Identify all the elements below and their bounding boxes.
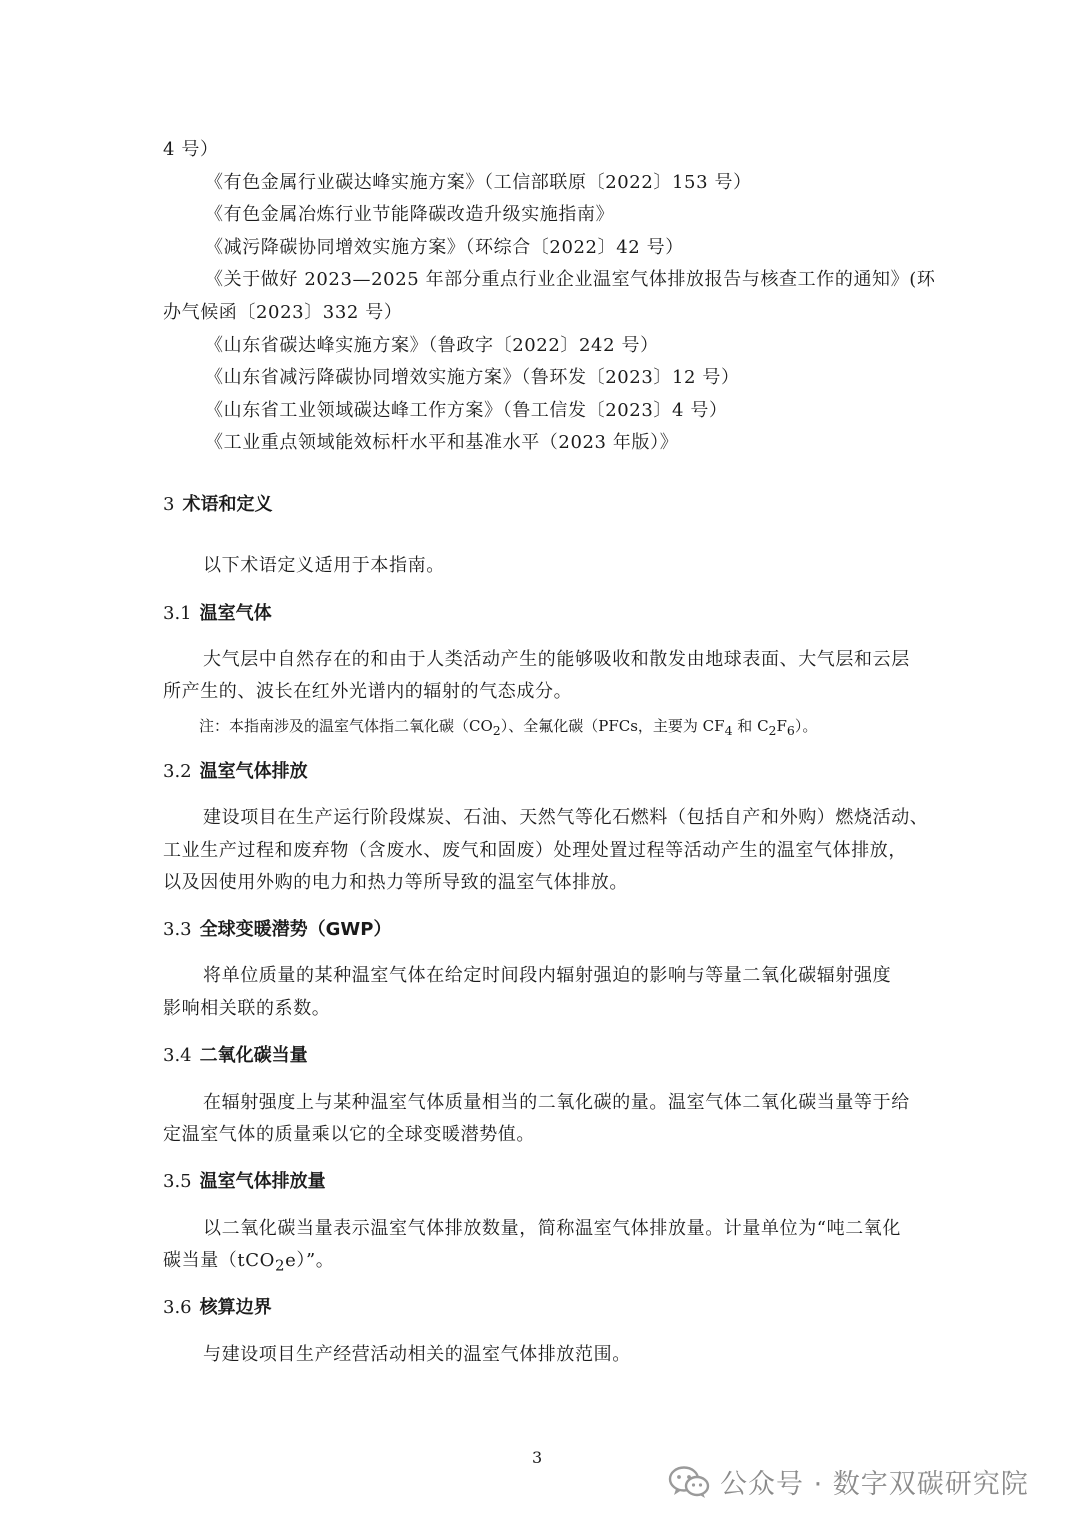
s31-para-line-1: 大气层中自然存在的和由于人类活动产生的能够吸收和散发由地球表面、大气层和云层 (203, 649, 910, 670)
s33-para-line-2: 影响相关联的系数。 (163, 998, 331, 1019)
section-3-heading (163, 493, 272, 517)
s32-para-line-1: 建设项目在生产运行阶段煤炭、石油、天然气等化石燃料（包括自产和外购）燃烧活动、 (203, 807, 929, 828)
section-title: 温室气体排放量 (199, 1171, 326, 1192)
ref-line-7: 《山东省工业领域碳达峰工作方案》（鲁工信发〔2023〕4 号） (205, 400, 728, 421)
ref-line-2: 《有色金属冶炼行业节能降碳改造升级实施指南》 (205, 204, 615, 225)
section-3-6-heading (163, 1296, 272, 1320)
s35-para-line-1: 以二氧化碳当量表示温室气体排放数量，简称温室气体排放量。计量单位为“吨二氧化 (203, 1218, 901, 1239)
ref-line-0: 4 号） (163, 139, 219, 160)
s36-para-line-1: 与建设项目生产经营活动相关的温室气体排放范围。 (203, 1344, 631, 1365)
ref-line-3: 《减污降碳协同增效实施方案》（环综合〔2022〕42 号） (205, 237, 684, 258)
section-number: 3.6 (163, 1297, 192, 1318)
s35-para-line-2: 碳当量（tCO$_2$e）”。 (163, 1250, 335, 1275)
section-title: 术语和定义 (182, 494, 273, 515)
s31-para-line-2: 所产生的、波长在红外光谱内的辐射的气态成分。 (163, 681, 573, 702)
section-number: 3.3 (163, 919, 192, 940)
s34-para-line-2: 定温室气体的质量乘以它的全球变暖潜势值。 (163, 1124, 535, 1145)
section-3-5-heading (163, 1170, 326, 1194)
section-title: 二氧化碳当量 (199, 1045, 308, 1066)
section-title: 全球变暖潜势（GWP） (199, 919, 392, 940)
watermark-text: 公众号 · 数字双碳研究院 (720, 1469, 1029, 1500)
ref-line-8: 《工业重点领域能效标杆水平和基准水平（2023 年版）》 (205, 432, 679, 453)
section-3-3-heading (163, 918, 391, 942)
s33-para-line-1: 将单位质量的某种温室气体在给定时间段内辐射强迫的影响与等量二氧化碳辐射强度 (203, 965, 892, 986)
section-number: 3.5 (163, 1171, 192, 1192)
section-number: 3.4 (163, 1045, 192, 1066)
section-3-intro: 以下术语定义适用于本指南。 (203, 555, 445, 576)
section-number: 3 (163, 494, 175, 515)
s32-para-line-3: 以及因使用外购的电力和热力等所导致的温室气体排放。 (163, 872, 628, 893)
ref-line-4a: 《关于做好 2023—2025 年部分重点行业企业温室气体排放报告与核查工作的通知》(环 (205, 269, 936, 290)
section-title: 温室气体排放 (199, 761, 308, 782)
ref-line-4b: 办气候函〔2023〕332 号） (163, 302, 403, 323)
ref-line-6: 《山东省减污降碳协同增效实施方案》（鲁环发〔2023〕12 号） (205, 367, 740, 388)
watermark (668, 1462, 1029, 1501)
section-3-4-heading (163, 1044, 308, 1068)
section-number: 3.2 (163, 761, 192, 782)
ref-line-5: 《山东省碳达峰实施方案》（鲁政字〔2022〕242 号） (205, 335, 659, 356)
wechat-icon (668, 1465, 710, 1499)
page-number: 3 (532, 1448, 543, 1467)
ref-line-1: 《有色金属行业碳达峰实施方案》（工信部联原〔2022〕153 号） (205, 172, 752, 193)
section-title: 温室气体 (199, 603, 272, 624)
s32-para-line-2: 工业生产过程和废弃物（含废水、废气和固废）处理处置过程等活动产生的温室气体排放， (163, 840, 907, 861)
section-3-2-heading (163, 760, 308, 784)
section-number: 3.1 (163, 603, 192, 624)
s31-note: 注：本指南涉及的温室气体指二氧化碳$(CO_2)$、全氟化碳（PFCs，主要为 $CF_4$ 和 $C_2F_6$）。 (199, 717, 818, 738)
section-title: 核算边界 (199, 1297, 272, 1318)
s34-para-line-1: 在辐射强度上与某种温室气体质量相当的二氧化碳的量。温室气体二氧化碳当量等于给 (203, 1092, 910, 1113)
section-3-1-heading (163, 602, 272, 626)
